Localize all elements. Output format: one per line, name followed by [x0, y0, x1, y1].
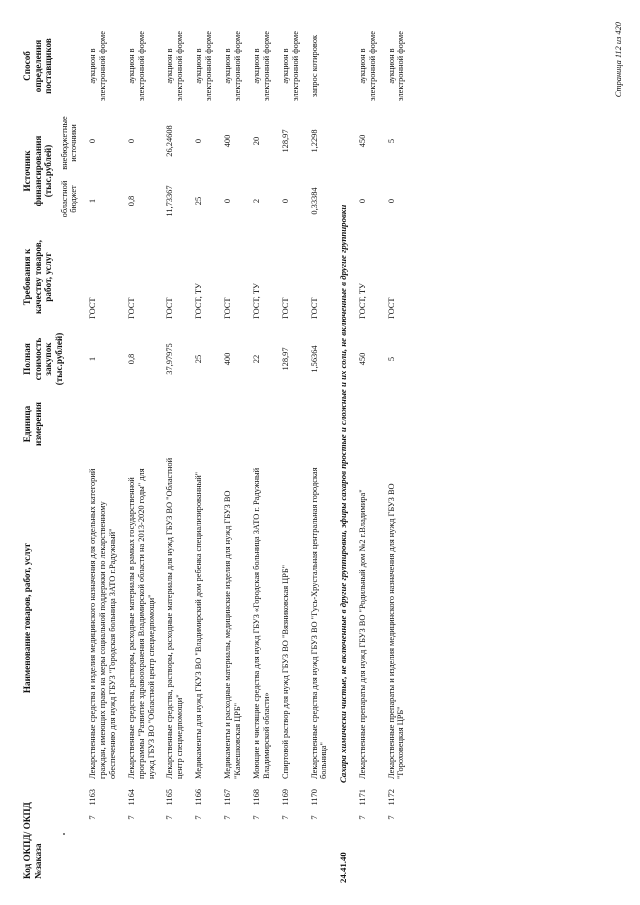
- row-funding-regional: 1: [88, 198, 98, 204]
- table-body-b: [358, 20, 407, 883]
- row-section-number: 7: [280, 815, 290, 820]
- row-code: [127, 783, 137, 883]
- row-funding-extra: 0: [126, 138, 136, 144]
- row-total: 450: [357, 352, 367, 366]
- row-name: Спиртовой раствор для нужд ГБУЗ ВО "Вязниковская ЦРБ": [280, 564, 290, 779]
- row-method: аукцион в электронной форме: [251, 31, 271, 101]
- row-total: 5: [386, 356, 396, 362]
- row-requirements: ГОСТ: [165, 297, 175, 319]
- table-header: [22, 20, 79, 883]
- table-row: [223, 20, 243, 883]
- row-funding-regional: 2: [251, 198, 261, 204]
- row-total: 1,56364: [309, 345, 319, 373]
- row-name: Медикаменты для нужд ГКУЗ ВО "Владимирский дом ребенка специализированный": [194, 471, 204, 779]
- row-code: [165, 783, 175, 883]
- header-funding-extra: внебюджетные источники: [59, 116, 79, 170]
- row-total: 400: [223, 352, 233, 366]
- row-total: 128,97: [280, 347, 290, 371]
- row-requirements: ГОСТ, ТУ: [357, 283, 367, 319]
- table-row: [281, 20, 301, 883]
- row-code: [88, 783, 98, 883]
- row-funding-regional: 25: [194, 196, 204, 206]
- table-row: [252, 20, 272, 883]
- row-funding-regional: 0: [223, 198, 233, 204]
- group-title: Сахара химически чистые, не включенные в другие группировки, эфиры сахаров простые и сложные и их соли, не включенные в другие группировки: [338, 204, 349, 783]
- row-method: аукцион в электронной форме: [194, 31, 214, 101]
- row-section-number: 7: [309, 815, 319, 820]
- row-requirements: ГОСТ, ТУ: [251, 283, 261, 319]
- row-order-number: 1166: [194, 789, 204, 806]
- row-funding-extra: 0: [88, 138, 98, 144]
- row-code: [358, 783, 368, 883]
- header-funding: [22, 111, 79, 231]
- row-total: 37,97975: [165, 343, 175, 375]
- row-section-number: 7: [126, 815, 136, 820]
- table-row: [194, 20, 214, 883]
- table-row: [387, 20, 407, 883]
- page-number: Страница 112 из 420: [614, 22, 624, 98]
- row-method: аукцион в электронной форме: [386, 31, 406, 101]
- row-requirements: ГОСТ: [88, 297, 98, 319]
- row-method: аукцион в электронной форме: [88, 31, 107, 101]
- group-code: 24.41.40: [338, 852, 349, 883]
- row-funding-regional: 0: [357, 198, 367, 204]
- row-method: запрос котировок: [309, 34, 319, 98]
- row-code: [223, 783, 233, 883]
- row-order-number: 1165: [165, 789, 175, 806]
- row-name: Лекарственные средства, растворы, расходные материалы в рамках государственной программы "Развитие здравоохранения Владимирской области на 2013-2020 годы" для нужд ГБУЗ ВО "Областной центр спецмедпомощи": [126, 468, 156, 779]
- row-method: аукцион в электронной форме: [280, 31, 300, 101]
- row-section-number: 7: [251, 815, 261, 820]
- table-row: [88, 20, 118, 883]
- row-requirements: ГОСТ: [386, 297, 396, 319]
- row-name: Лекарственные препараты и изделия медицинского назначения для нужд ГБУЗ ВО "Гороховецкая ЦРБ": [386, 483, 406, 779]
- row-order-number: 1167: [223, 789, 233, 806]
- header-funding-regional: областной бюджет: [59, 180, 79, 218]
- row-total: 1: [88, 356, 98, 362]
- header-requirements: Требования к качеству товаров, работ, услуг: [22, 240, 54, 314]
- row-order-number: 1168: [251, 789, 261, 806]
- header-total: Полная стоимость закупок (тыс.рублей): [22, 332, 64, 386]
- row-order-number: 1172: [386, 789, 396, 806]
- row-funding-extra: 400: [223, 134, 233, 148]
- row-funding-regional: 0,8: [126, 195, 136, 207]
- row-method: аукцион в электронной форме: [357, 31, 377, 101]
- row-requirements: ГОСТ, ТУ: [194, 283, 204, 319]
- row-name: Моющие и чистящие средства для нужд ГБУЗ «Городская больница ЗАТО г. Радужный Владимирской области»: [251, 467, 271, 779]
- row-funding-extra: 1,2298: [309, 129, 319, 153]
- row-order-number: 1163: [88, 789, 98, 806]
- row-code: [194, 783, 204, 883]
- row-order-number: 1171: [357, 789, 367, 806]
- row-method: аукцион в электронной форме: [126, 31, 146, 101]
- row-requirements: ГОСТ: [126, 297, 136, 319]
- table-row: [358, 20, 378, 883]
- row-funding-regional: 0: [280, 198, 290, 204]
- row-name: Лекарственные средства и изделия медицинского назначения для отдельных категорий граждан, имеющих право на меры социальной поддержки по лекарственному обеспечению для нужд ГБУЗ "Городская больница ЗАТО г.Радужный": [88, 468, 117, 779]
- row-code: [387, 783, 397, 883]
- row-code: [310, 783, 320, 883]
- row-order-number: 1169: [280, 789, 290, 806]
- row-name: Лекарственные средства, растворы, расходные материалы для нужд ГБУЗ ВО "Областной центр спецмедпомощи": [165, 457, 185, 779]
- row-section-number: 7: [223, 815, 233, 820]
- header-name: Наименование товаров, работ, услуг: [22, 542, 32, 694]
- row-method: аукцион в электронной форме: [165, 31, 185, 101]
- row-section-number: 7: [386, 815, 396, 820]
- row-funding-extra: 0: [194, 138, 204, 144]
- table-row: [127, 20, 157, 883]
- row-funding-regional: 0: [386, 198, 396, 204]
- row-total: 25: [194, 354, 204, 364]
- row-requirements: ГОСТ: [280, 297, 290, 319]
- header-funding-title: Источник финансирования (тыс.рублей): [22, 135, 54, 207]
- row-requirements: ГОСТ: [309, 297, 319, 319]
- scan-dot: [63, 833, 65, 835]
- group-row: [338, 20, 348, 883]
- row-total: 0,8: [126, 353, 136, 365]
- header-code: Код ОКПД/ ОКПД №заказа: [22, 802, 43, 879]
- row-name: Лекарственные препараты для нужд ГБУЗ ВО "Родильный дом №2 г.Владимира": [357, 489, 367, 779]
- header-unit: Единица измерения: [22, 402, 43, 446]
- row-funding-extra: 128,97: [280, 129, 290, 153]
- row-funding-extra: 26,24608: [165, 125, 175, 157]
- row-funding-extra: 5: [386, 138, 396, 144]
- row-total: 22: [251, 354, 261, 364]
- row-funding-extra: 20: [251, 136, 261, 146]
- row-funding-regional: 0,33384: [309, 187, 319, 215]
- row-method: аукцион в электронной форме: [223, 31, 243, 101]
- row-code: [281, 783, 291, 883]
- table-row: [165, 20, 185, 883]
- row-funding-regional: 11,73367: [165, 185, 175, 217]
- row-name: Лекарственные средства для нужд ГБУЗ ВО "Гусь-Хрустальная центральная городская больница": [309, 467, 329, 779]
- row-name: Медикаменты и расходные материалы, медицинские изделия для нужд ГБУЗ ВО "Камешковская ЦРБ": [223, 490, 243, 779]
- row-order-number: 1170: [309, 789, 319, 806]
- table-row: [310, 20, 330, 883]
- row-section-number: 7: [194, 815, 204, 820]
- row-funding-extra: 450: [357, 134, 367, 148]
- header-method: Способ определения поставщиков: [22, 38, 54, 94]
- row-code: [252, 783, 262, 883]
- row-requirements: ГОСТ: [223, 297, 233, 319]
- row-section-number: 7: [165, 815, 175, 820]
- table-body-a: [88, 20, 329, 883]
- row-section-number: 7: [357, 815, 367, 820]
- row-order-number: 1164: [126, 789, 136, 806]
- row-section-number: 7: [88, 815, 98, 820]
